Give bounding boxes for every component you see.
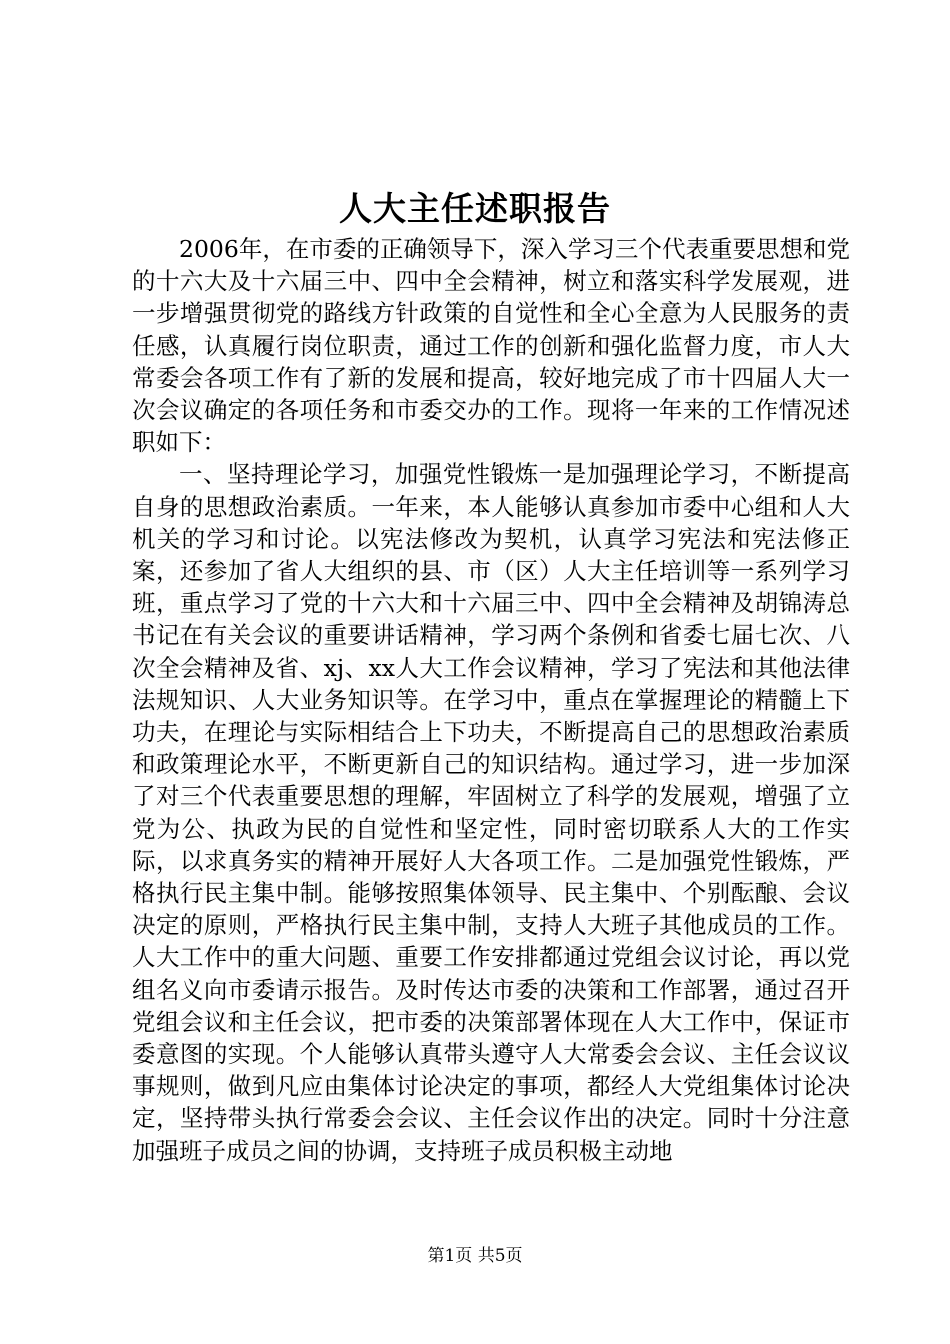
document-body (132, 233, 850, 1167)
paragraph-section-one: 一、坚持理论学习，加强党性锻炼一是加强理论学习，不断提高自身的思想政治素质。一年来，本人能够认真参加市委中心组和人大机关的学习和讨论。以宪法修改为契机，认真学习宪法和宪法修正案，还参加了省人大组织的县、市（区）人大主任培训等一系列学习班，重点学习了党的十六大和十六届三中、四中全会精神及胡锦涛总书记在有关会议的重要讲话精神，学习两个条例和省委七届七次、八次全会精神及省、xj、xx人大工作会议精神，学习了宪法和其他法律法规知识、人大业务知识等。在学习中，重点在掌握理论的精髓上下功夫，在理论与实际相结合上下功夫，不断提高自己的思想政治素质和政策理论水平，不断更新自己的知识结构。通过学习，进一步加深了对三个代表重要思想的理解，牢固树立了科学的发展观，增强了立党为公、执政为民的自觉性和坚定性，同时密切联系人大的工作实际，以求真务实的精神开展好人大各项工作。二是加强党性锻炼，严格执行民主集中制。能够按照集体领导、民主集中、个别酝酿、会议决定的原则，严格执行民主集中制，支持人大班子其他成员的工作。人大工作中的重大问题、重要工作安排都通过党组会议讨论，再以党组名义向市委请示报告。及时传达市委的决策和工作部署，通过召开党组会议和主任会议，把市委的决策部署体现在人大工作中，保证市委意图的实现。个人能够认真带头遵守人大常委会会议、主任会议议事规则，做到凡应由集体讨论决定的事项，都经人大党组集体讨论决定，坚持带头执行常委会会议、主任会议作出的决定。同时十分注意加强班子成员之间的协调，支持班子成员积极主动地 (132, 460, 850, 1165)
page-number-footer: 第1页 共5页 (427, 1246, 523, 1266)
document-title: 人大主任述职报告 (339, 189, 611, 228)
paragraph-intro: 2006年，在市委的正确领导下，深入学习三个代表重要思想和党的十六大及十六届三中、四中全会精神，树立和落实科学发展观，进一步增强贯彻党的路线方针政策的自觉性和全心全意为人民服务的责任感，认真履行岗位职责，通过工作的创新和强化监督力度，市人大常委会各项工作有了新的发展和提高，较好地完成了市十四届人大一次会议确定的各项任务和市委交办的工作。现将一年来的工作情况述职如下： (132, 235, 850, 457)
